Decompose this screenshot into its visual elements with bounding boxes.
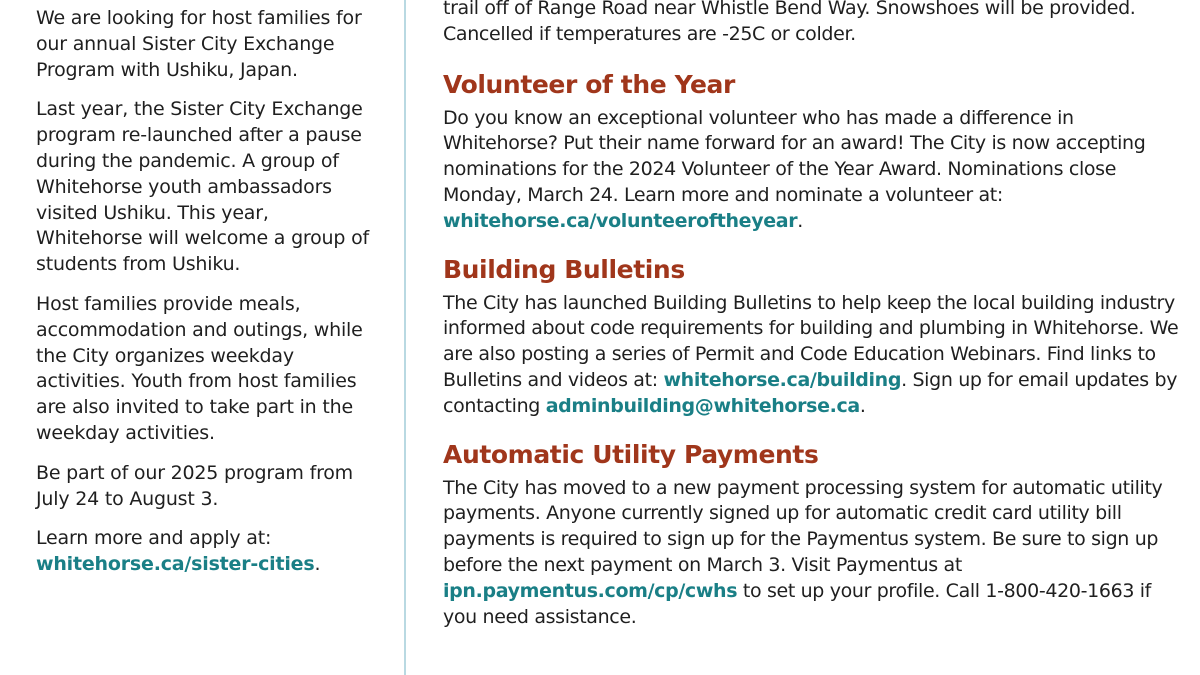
body-text: The City has launched Building Bulletins to help keep the local building industry informed about code requirements for building and plumbing in Whitehorse. We are also posting a series of Permit and Code Education Webinars. Find links to Bulletins and videos at:	[443, 291, 1179, 391]
learn-more-text: Learn more and apply at:	[36, 527, 272, 550]
section-body-volunteer	[443, 106, 1183, 235]
section-building-bulletins	[443, 255, 1183, 420]
body-text: The City has moved to a new payment processing system for automatic utility payments. Anyone currently signed up for automatic credit card utility bill payments is required to sign up for the Paymentus system. Be sure to sign up before the next payment on March 3. Visit Paymentus at	[443, 476, 1163, 576]
news-column	[443, 0, 1183, 650]
section-body-building	[443, 291, 1183, 420]
paragraph-host-provide: Host families provide meals, accommodation and outings, while the City organizes weekday activities. Youth from host families are also invited to take part in the weekday activities.	[36, 292, 363, 444]
section-body-utility	[443, 476, 1183, 631]
body-text-suffix: .	[797, 209, 803, 232]
learn-more-suffix: .	[314, 553, 321, 576]
section-volunteer-of-the-year	[443, 70, 1183, 235]
section-automatic-utility-payments	[443, 440, 1183, 631]
body-text-suffix: to set up your profile. Call 1-800-420-1663 if you need assistance.	[443, 579, 1152, 628]
body-text-middle: . Sign up for email updates by contacting	[443, 368, 1178, 417]
section-title-volunteer: Volunteer of the Year	[443, 69, 735, 99]
admin-building-email-link[interactable]: adminbuilding@whitehorse.ca	[545, 394, 860, 417]
paragraph-2025-program: Be part of our 2025 program from July 24 to August 3.	[36, 461, 353, 510]
volunteer-link[interactable]: whitehorse.ca/volunteeroftheyear	[443, 209, 798, 232]
sister-cities-link[interactable]: whitehorse.ca/sister-cities	[36, 553, 315, 576]
body-text: Do you know an exceptional volunteer who has made a difference in Whitehorse? Put their name forward for an award! The City is now accepting nominations for the 2024 Volunteer of the Year Award. Nominations close Monday, March 24. Learn more and nominate a volunteer at:	[443, 106, 1146, 206]
paragraph-learn-more	[36, 526, 376, 578]
section-title-building: Building Bulletins	[443, 254, 685, 284]
building-link[interactable]: whitehorse.ca/building	[663, 368, 902, 391]
snowshoe-intro-text: trail off of Range Road near Whistle Bend Way. Snowshoes will be provided. Cancelled if temperatures are -25C or colder.	[443, 0, 1136, 45]
paymentus-link[interactable]: ipn.paymentus.com/cp/cwhs	[443, 579, 738, 602]
sister-city-column	[36, 6, 376, 592]
paragraph-last-year: Last year, the Sister City Exchange program re-launched after a pause during the pandemic. A group of Whitehorse youth ambassadors visited Ushiku. This year, Whitehorse will welcome a group of students from Ushiku.	[36, 98, 370, 276]
paragraph-host-families: We are looking for host families for our annual Sister City Exchange Program with Ushiku, Japan.	[36, 7, 362, 81]
column-divider	[404, 0, 406, 675]
section-title-utility: Automatic Utility Payments	[443, 439, 819, 469]
body-text-suffix: .	[859, 394, 866, 417]
